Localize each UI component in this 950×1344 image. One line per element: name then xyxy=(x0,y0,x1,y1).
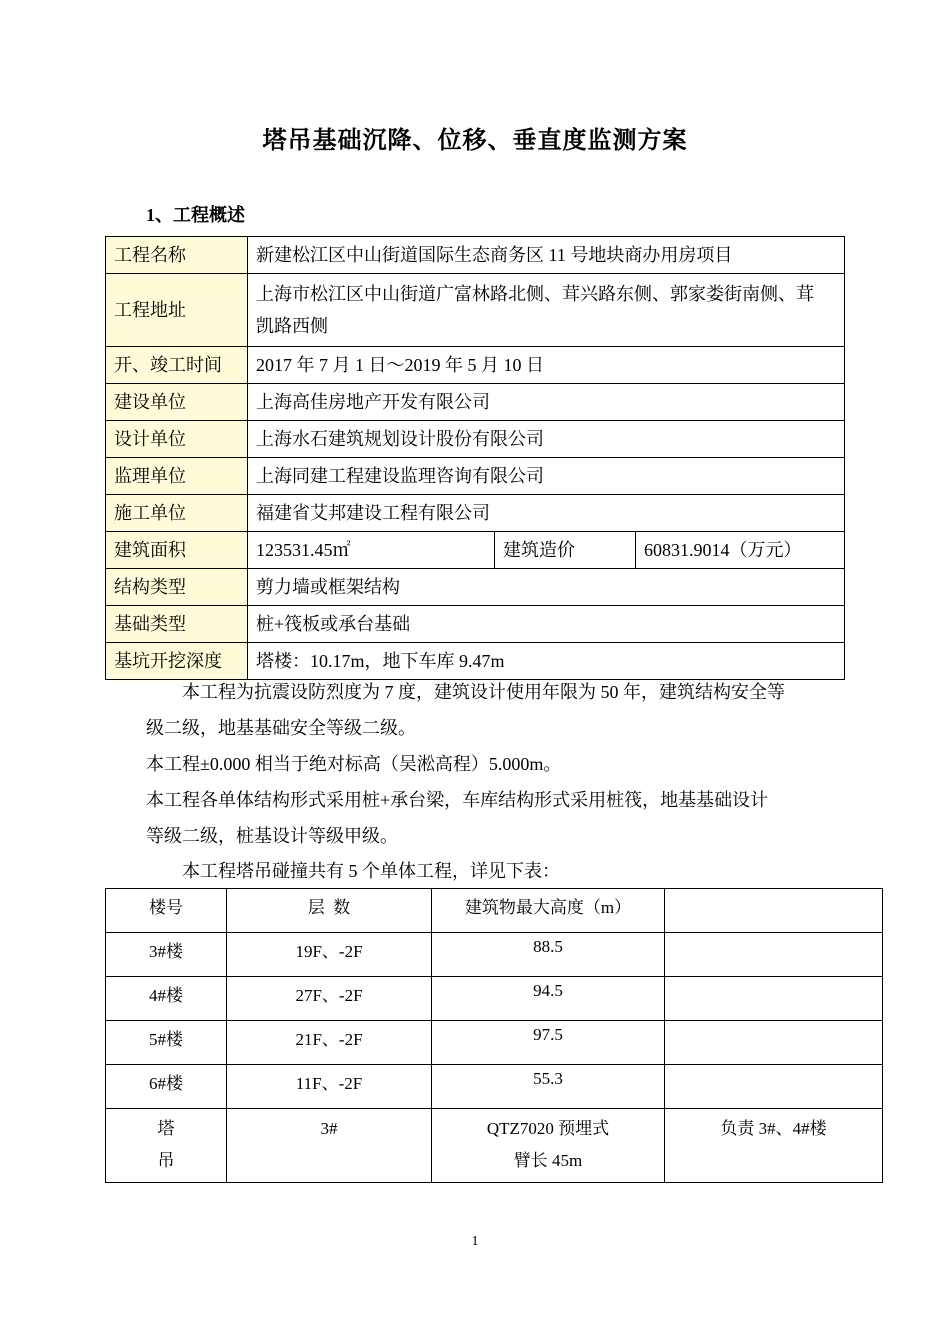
table-row-crane xyxy=(106,1109,883,1183)
table-cell: 11F、-2F xyxy=(227,1065,432,1109)
project-name-value: 新建松江区中山街道国际生态商务区 11 号地块商办用房项目 xyxy=(248,237,845,274)
designer-label: 设计单位 xyxy=(106,421,248,458)
period-value: 2017 年 7 月 1 日～2019 年 5 月 10 日 xyxy=(248,347,845,384)
table-cell: 97.5 xyxy=(432,1021,665,1065)
table-cell: 55.3 xyxy=(432,1065,665,1109)
table-cell: 6#楼 xyxy=(106,1065,227,1109)
paragraph-line: 等级二级，桩基设计等级甲级。 xyxy=(146,826,398,846)
crane-responsibility-cell xyxy=(665,1109,883,1183)
builder-label: 建设单位 xyxy=(106,384,248,421)
table-row xyxy=(106,569,845,606)
table-cell: 27F、-2F xyxy=(227,977,432,1021)
table-cell: 5#楼 xyxy=(106,1021,227,1065)
paragraph-line: 本工程塔吊碰撞共有 5 个单体工程，详见下表： xyxy=(182,861,560,881)
table-cell: 88.5 xyxy=(432,933,665,977)
crane-label-line-2: 吊 xyxy=(157,1151,175,1170)
page-number: 1 xyxy=(471,1234,479,1249)
table-row xyxy=(106,977,883,1021)
table-row xyxy=(106,606,845,643)
header-cell: 建筑物最大高度（m） xyxy=(432,889,665,933)
crane-responsibility: 负责 3#、4#楼 xyxy=(720,1119,827,1138)
crane-model-cell xyxy=(432,1109,665,1183)
header-cell: 层 数 xyxy=(227,889,432,933)
table-row xyxy=(106,384,845,421)
table-row xyxy=(106,274,845,347)
header-cell: 楼号 xyxy=(106,889,227,933)
paragraph-line: 本工程为抗震设防烈度为 7 度，建筑设计使用年限为 50 年，建筑结构安全等 xyxy=(182,682,785,702)
project-name-label: 工程名称 xyxy=(106,237,248,274)
supervisor-label: 监理单位 xyxy=(106,458,248,495)
address-label: 工程地址 xyxy=(106,274,248,347)
table-row xyxy=(106,458,845,495)
table-cell xyxy=(665,1065,883,1109)
table-row xyxy=(106,933,883,977)
builder-value: 上海高佳房地产开发有限公司 xyxy=(248,384,845,421)
crane-label-cell xyxy=(106,1109,227,1183)
table-header-row xyxy=(106,889,883,933)
table-row xyxy=(106,495,845,532)
contractor-value: 福建省艾邦建设工程有限公司 xyxy=(248,495,845,532)
header-cell xyxy=(665,889,883,933)
table-row xyxy=(106,237,845,274)
table-row xyxy=(106,532,845,569)
structure-label: 结构类型 xyxy=(106,569,248,606)
supervisor-value: 上海同建工程建设监理咨询有限公司 xyxy=(248,458,845,495)
cost-label: 建筑造价 xyxy=(495,532,636,569)
pit-depth-value: 塔楼：10.17m，地下车库 9.47m xyxy=(248,643,845,680)
table-row xyxy=(106,1065,883,1109)
table-row xyxy=(106,421,845,458)
table-row xyxy=(106,643,845,680)
structure-value: 剪力墙或框架结构 xyxy=(248,569,845,606)
table-cell: 21F、-2F xyxy=(227,1021,432,1065)
crane-model-line-1: QTZ7020 预埋式 xyxy=(486,1119,610,1138)
cost-value: 60831.9014（万元） xyxy=(636,532,845,569)
table-cell: 19F、-2F xyxy=(227,933,432,977)
address-value xyxy=(248,274,845,347)
period-label: 开、竣工时间 xyxy=(106,347,248,384)
paragraph-line: 本工程±0.000 相当于绝对标高（吴淞高程）5.000m。 xyxy=(146,754,562,774)
crane-number: 3# xyxy=(320,1119,338,1138)
table-cell xyxy=(665,977,883,1021)
area-label: 建筑面积 xyxy=(106,532,248,569)
address-line-2: 凯路西侧 xyxy=(256,316,328,336)
crane-label-line-1: 塔 xyxy=(157,1119,175,1138)
page-title: 塔吊基础沉降、位移、垂直度监测方案 xyxy=(262,128,688,154)
paragraph-line: 本工程各单体结构形式采用桩+承台梁，车库结构形式采用桩筏，地基基础设计 xyxy=(146,790,769,810)
project-info-table xyxy=(105,236,845,680)
contractor-label: 施工单位 xyxy=(106,495,248,532)
paragraph-line: 级二级，地基基础安全等级二级。 xyxy=(146,718,416,738)
pit-depth-label: 基坑开挖深度 xyxy=(106,643,248,680)
table-row xyxy=(106,347,845,384)
building-table xyxy=(105,888,883,1183)
table-cell xyxy=(665,1021,883,1065)
foundation-label: 基础类型 xyxy=(106,606,248,643)
table-cell xyxy=(665,933,883,977)
table-cell: 3#楼 xyxy=(106,933,227,977)
table-cell: 94.5 xyxy=(432,977,665,1021)
section-heading: 1、工程概述 xyxy=(146,205,245,225)
foundation-value: 桩+筏板或承台基础 xyxy=(248,606,845,643)
table-row xyxy=(106,1021,883,1065)
table-cell: 4#楼 xyxy=(106,977,227,1021)
crane-model-line-2: 臂长 45m xyxy=(513,1151,583,1170)
designer-value: 上海水石建筑规划设计股份有限公司 xyxy=(248,421,845,458)
crane-number-cell xyxy=(227,1109,432,1183)
area-value: 123531.45㎡ xyxy=(248,532,495,569)
address-line-1: 上海市松江区中山街道广富林路北侧、茸兴路东侧、郭家娄街南侧、茸 xyxy=(256,284,814,304)
